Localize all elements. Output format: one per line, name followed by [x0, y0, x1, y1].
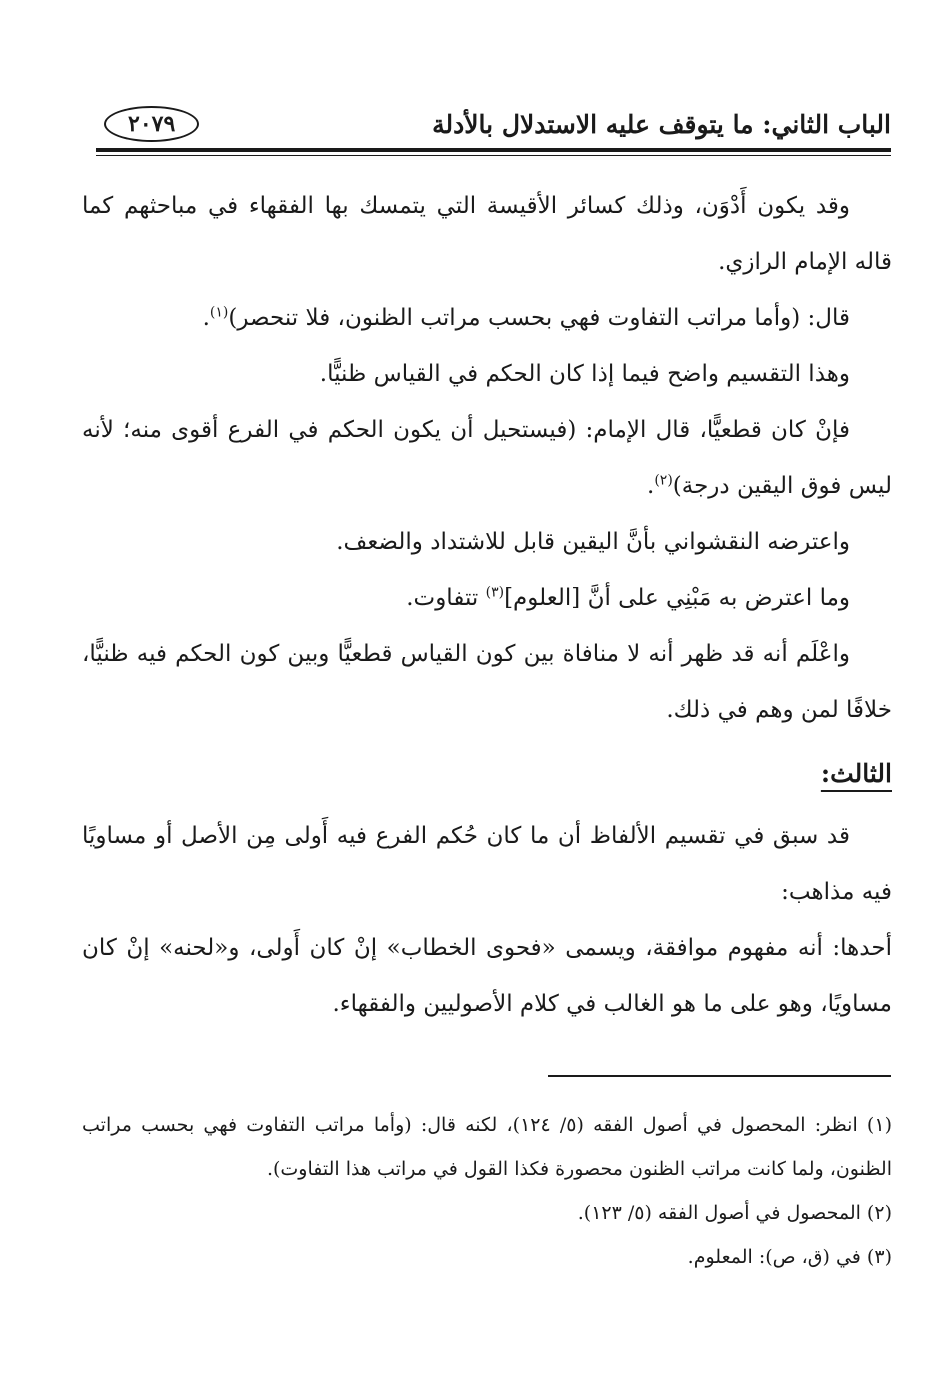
paragraph: واعْلَم أنه قد ظهر أنه لا منافاة بين كون القياس قطعيًّا وبين كون الحكم فيه ظنيًّا، خلافًا لمن وهم في ذلك.: [82, 641, 892, 723]
footnote-ref: (٣): [485, 584, 505, 601]
paragraph-end: تتفاوت.: [406, 585, 486, 611]
header-rule: [96, 148, 891, 152]
paragraph: أحدها: أنه مفهوم موافقة، ويسمى «فحوى الخطاب» إنْ كان أَولى، و«لحنه» إنْ كان مساويًا، وهو على ما هو الغالب في كلام الأصوليين والفقهاء.: [82, 935, 892, 1017]
paragraph: قد سبق في تقسيم الألفاظ أن ما كان حُكم الفرع فيه أَولى مِن الأصل أو مساويًا فيه مذاهب:: [82, 823, 892, 905]
footnotes: [82, 1103, 892, 1279]
footnote: (٣) في (ق، ص): المعلوم.: [687, 1246, 892, 1268]
main-text: [82, 178, 892, 1032]
paragraph-end: .: [647, 473, 655, 499]
page-number: ٢٠٧٩: [104, 106, 199, 142]
footnote-separator: [548, 1075, 891, 1077]
paragraph-end: .: [202, 305, 210, 331]
paragraph: [82, 570, 892, 626]
footnote: (١) انظر: المحصول في أصول الفقه (٥/ ١٢٤)، لكنه قال: (وأما مراتب التفاوت فهي بحسب مراتب الظنون، ولما كانت مراتب الظنون محصورة فكذا القول في مراتب هذا التفاوت).: [82, 1114, 892, 1180]
header-rule-thin: [96, 155, 891, 156]
footnote-ref: (٢): [654, 472, 673, 489]
paragraph: وهذا التقسيم واضح فيما إذا كان الحكم في القياس ظنيًّا.: [319, 361, 850, 387]
paragraph: [82, 402, 892, 514]
page-header: [96, 104, 891, 144]
running-title: الباب الثاني: ما يتوقف عليه الاستدلال بالأدلة: [432, 110, 891, 139]
footnote: (٢) المحصول في أصول الفقه (٥/ ١٢٣).: [577, 1202, 892, 1224]
paragraph-text: فإنْ كان قطعيًّا، قال الإمام: (فيستحيل أن يكون الحكم في الفرع أقوى منه؛ لأنه ليس فوق اليقين درجة): [82, 417, 892, 499]
paragraph-text: قال: (وأما مراتب التفاوت فهي بحسب مراتب الظنون، فلا تنحصر): [228, 305, 850, 331]
section-heading: الثالث:: [820, 759, 892, 788]
footnote-ref: (١): [209, 304, 229, 321]
paragraph-text: وما اعترض به مَبْنِي على أنَّ [العلوم]: [504, 585, 850, 611]
paragraph: وقد يكون أَدْوَن، وذلك كسائر الأقيسة التي يتمسك بها الفقهاء في مباحثهم كما قاله الإمام الرازي.: [82, 193, 892, 275]
paragraph: [82, 290, 892, 346]
paragraph: واعترضه النقشواني بأنَّ اليقين قابل للاشتداد والضعف.: [336, 529, 850, 555]
